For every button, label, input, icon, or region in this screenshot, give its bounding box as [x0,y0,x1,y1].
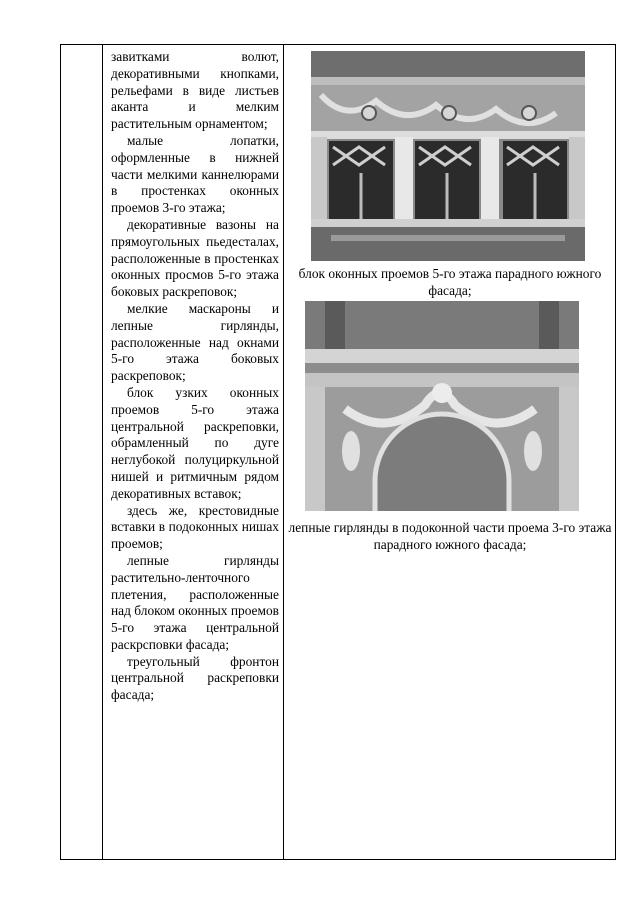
facade-windows-photo [311,51,585,261]
garlands-photo [305,301,579,511]
paragraph: завитками волют, декоративными кнопками, рельефами в виде листьев аканта и мелким растительным орнаментом; [111,49,279,132]
document-table [60,44,616,860]
paragraph: малые лопатки, оформленные в нижней части мелкими каннелюрами в простенках оконных проемов 3-го этажа; [111,132,279,216]
paragraph: блок узких оконных проемов 5-го этажа центральной раскреповки, обрамленный по дуге неглубокой полуциркульной нишей и ритмичным рядом декоративных вставок; [111,384,279,501]
paragraph: лепные гирлянды растительно-ленточного плетения, расположенные над блоком оконных проемов 5-го этажа центральной раскрсповки фасада; [111,552,279,652]
paragraph: декоративные вазоны на прямоугольных пьедесталах, расположенные в простенках оконных просмов 5-го этажа боковых раскреповок; [111,216,279,300]
figure-caption: блок оконных проемов 5-го этажа парадного южного фасада; [298,266,602,298]
table-divider-2 [283,45,284,859]
paragraph: здесь же, крестовидные вставки в подоконных нишах проемов; [111,502,279,552]
table-divider-1 [102,45,103,859]
description-column [111,49,279,704]
paragraph: мелкие маскароны и лепные гирлянды, расположенные над окнами 5-го этажа боковых раскреповок; [111,300,279,384]
figure-caption: лепные гирлянды в подоконной части проема 3-го этажа парадного южного фасада; [288,520,612,552]
paragraph: треугольный фронтон центральной раскреповки фасада; [111,653,279,703]
